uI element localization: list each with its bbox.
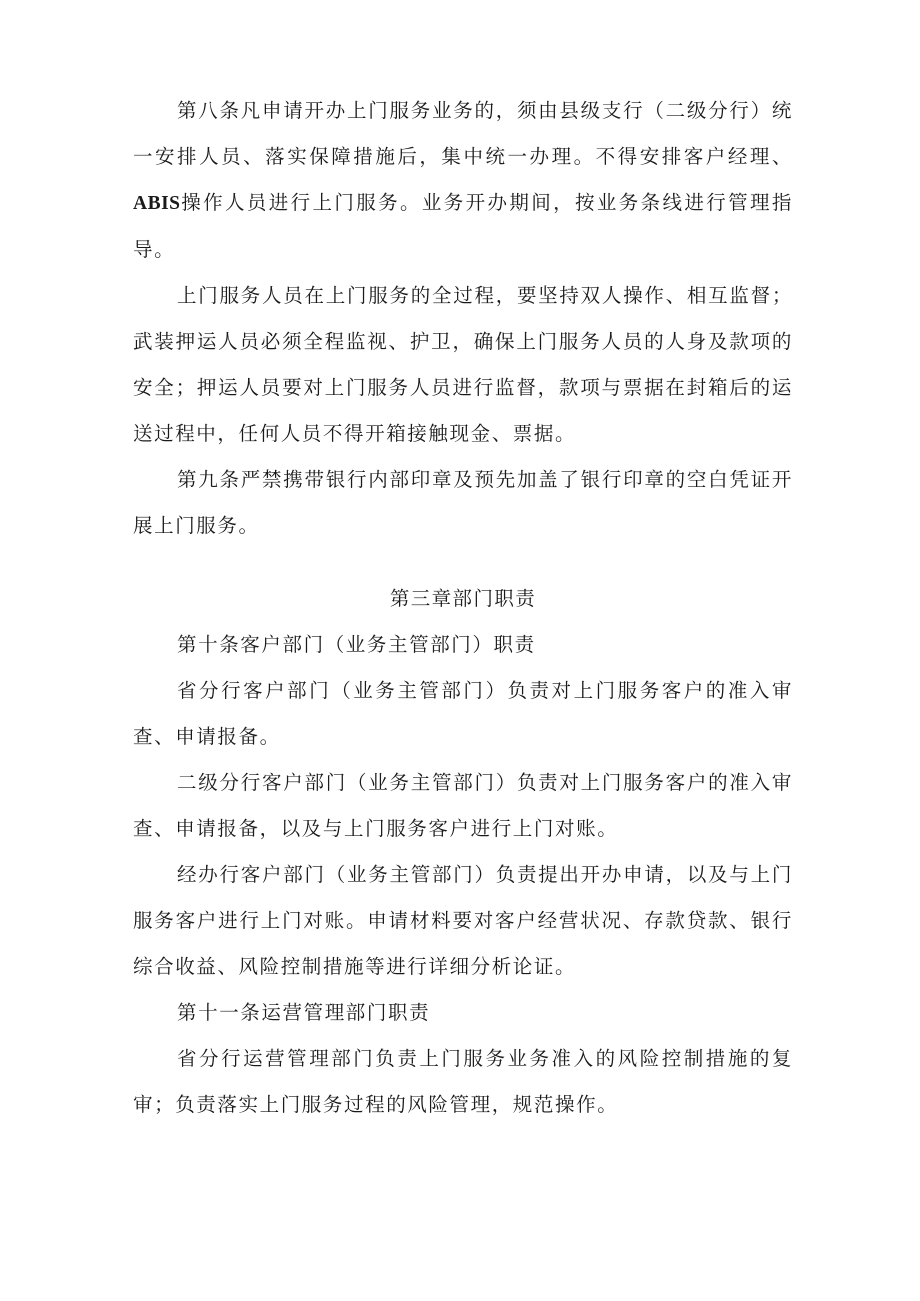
article-10-paragraph-2: 二级分行客户部门（业务主管部门）负责对上门服务客户的准入审查、申请报备，以及与上门服务客户进行上门对账。 xyxy=(133,771,793,840)
article-8-paragraph xyxy=(133,88,793,273)
article-8-text-end: 操作人员进行上门服务。业务开办期间，按业务条线进行管理指导。 xyxy=(133,191,793,261)
article-11-heading: 第十一条运营管理部门职责 xyxy=(177,1001,431,1024)
article-10-paragraph-1: 省分行客户部门（业务主管部门）负责对上门服务客户的准入审查、申请报备。 xyxy=(133,679,793,748)
article-8-text-start: 第八条凡申请开办上门服务业务的，须由县级支行（二级分行）统一安排人员、落实保障措施后，集中统一办理。不得安排客户经理、 xyxy=(133,99,793,168)
article-10-paragraph-3: 经办行客户部门（业务主管部门）负责提出开办申请，以及与上门服务客户进行上门对账。申请材料要对客户经营状况、存款贷款、银行综合收益、风险控制措施等进行详细分析论证。 xyxy=(133,863,793,978)
chapter-title: 第三章部门职责 xyxy=(389,587,537,610)
abis-term: ABIS xyxy=(133,193,181,214)
article-9-paragraph: 第九条严禁携带银行内部印章及预先加盖了银行印章的空白凭证开展上门服务。 xyxy=(133,468,793,537)
article-11-paragraph-1: 省分行运营管理部门负责上门服务业务准入的风险控制措施的复审；负责落实上门服务过程的风险管理，规范操作。 xyxy=(133,1047,793,1116)
article-8-second-paragraph: 上门服务人员在上门服务的全过程，要坚持双人操作、相互监督；武装押运人员必须全程监视、护卫，确保上门服务人员的人身及款项的安全；押运人员要对上门服务人员进行监督，款项与票据在封箱后的运送过程中，任何人员不得开箱接触现金、票据。 xyxy=(133,284,793,445)
upper-text-block xyxy=(133,88,793,549)
article-10-heading: 第十条客户部门（业务主管部门）职责 xyxy=(177,633,536,656)
chapter-3-block xyxy=(133,576,793,1128)
